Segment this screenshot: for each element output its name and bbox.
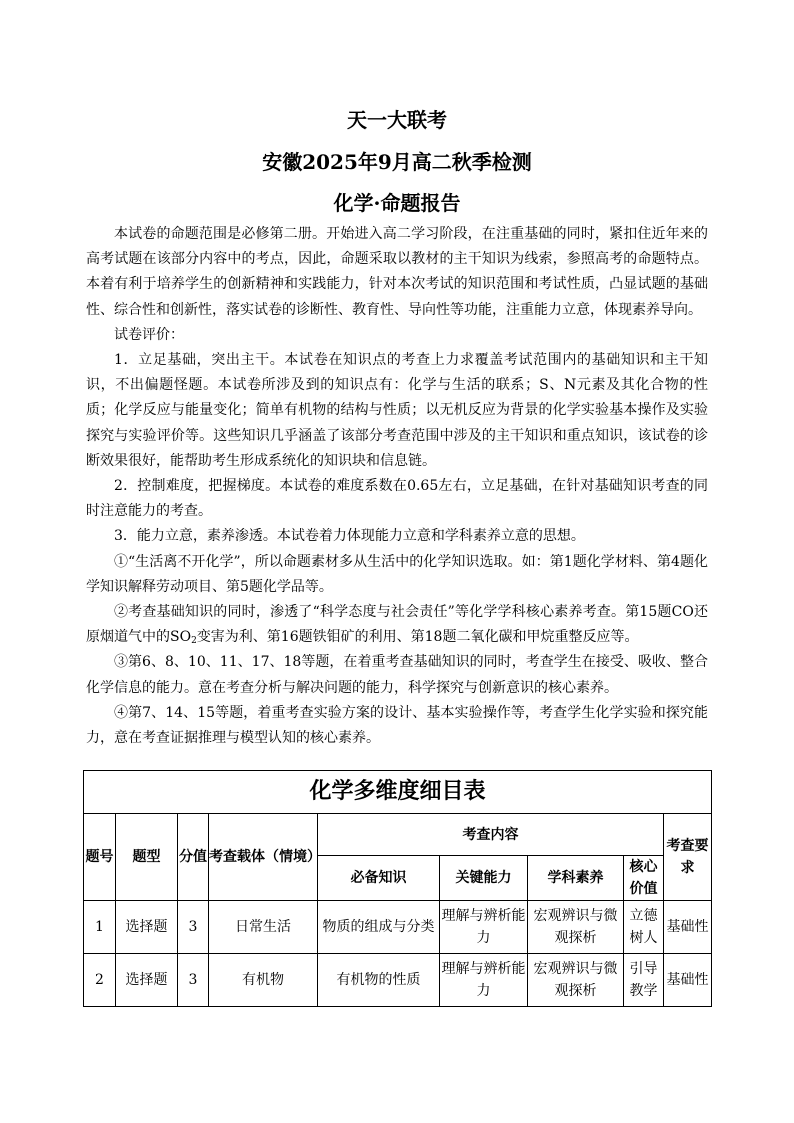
header-literacy: 学科素养 — [528, 856, 624, 901]
circle-4-paragraph: ④第7、14、15等题，着重考查实验方案的设计、基本实验操作等，考查学生化学实验和探究能力，意在考查证据推理与模型认知的核心素养。 — [86, 704, 708, 747]
so2-subscript: 2 — [191, 636, 197, 647]
cell-value: 立德树人 — [624, 901, 664, 954]
circle-3-paragraph: ③第6、8、10、11、17、18等题，在着重考查基础知识的同时，考查学生在接受、吸收、整合化学信息的能力。意在考查分析与解决问题的能力，科学探究与创新意识的核心素养。 — [86, 654, 708, 696]
cell-literacy: 宏观辨识与微观探析 — [528, 954, 624, 1007]
header-requirement: 考查要求 — [664, 814, 712, 901]
header-content: 考查内容 — [318, 814, 664, 856]
evaluation-heading: 试卷评价： — [114, 326, 184, 343]
header-type: 题型 — [116, 814, 178, 901]
cell-requirement: 基础性 — [664, 901, 712, 954]
cell-knowledge: 有机物的性质 — [318, 954, 440, 1007]
cell-knowledge: 物质的组成与分类 — [318, 901, 440, 954]
circle-1-paragraph: ①“生活离不开化学”，所以命题素材多从生活中的化学知识选取。如：第1题化学材料、第4题化学知识解释劳动项目、第5题化学品等。 — [86, 553, 708, 595]
header-score: 分值 — [178, 814, 209, 901]
report-body — [86, 222, 708, 751]
cell-carrier: 日常生活 — [209, 901, 318, 954]
cell-no: 1 — [84, 901, 116, 954]
table-row — [84, 901, 712, 954]
point-1-paragraph: 1．立足基础，突出主干。本试卷在知识点的考查上力求覆盖考试范围内的基础知识和主干知识，不出偏题怪题。本试卷所涉及到的知识点有：化学与生活的联系；S、N元素及其化合物的性质；化学反应与能量变化；简单有机物的结构与性质；以无机反应为背景的化学实验基本操作及实验探究与实验评价等。这些知识几乎涵盖了该部分考查范围中涉及的主干知识和重点知识，该试卷的诊断效果很好，能帮助考生形成系统化的知识块和信息链。 — [86, 352, 708, 469]
header-knowledge: 必备知识 — [318, 856, 440, 901]
header-no: 题号 — [84, 814, 116, 901]
cell-requirement: 基础性 — [664, 954, 712, 1007]
cell-type: 选择题 — [116, 954, 178, 1007]
exam-org-title: 天一大联考 — [347, 108, 447, 132]
cell-score: 3 — [178, 901, 209, 954]
detail-table — [83, 770, 712, 1007]
header-carrier: 考查载体（情境） — [209, 814, 318, 901]
cell-ability: 理解与辨析能力 — [440, 901, 528, 954]
cell-carrier: 有机物 — [209, 954, 318, 1007]
cell-ability: 理解与辨析能力 — [440, 954, 528, 1007]
table-row — [84, 954, 712, 1007]
cell-no: 2 — [84, 954, 116, 1007]
cell-value: 引导教学 — [624, 954, 664, 1007]
cell-score: 3 — [178, 954, 209, 1007]
point-2-paragraph: 2．控制难度，把握梯度。本试卷的难度系数在0.65左右，立足基础，在针对基础知识考查的同时注意能力的考查。 — [86, 478, 708, 520]
point-3-paragraph: 3．能力立意，素养渗透。本试卷着力体现能力立意和学科素养立意的思想。 — [114, 528, 585, 545]
circle-2-paragraph — [86, 600, 708, 650]
exam-name-title: 安徽2025年9月高二秋季检测 — [262, 150, 532, 174]
table-title: 化学多维度细目表 — [84, 771, 712, 814]
cell-literacy: 宏观辨识与微观探析 — [528, 901, 624, 954]
header-value: 核心价值 — [624, 856, 664, 901]
circle-2-text-a: ②考查基础知识的同时，渗透了“科学态度与社会责任”等化学学科核心素养考查。第15题CO还原烟道气中的SO — [86, 604, 708, 646]
intro-paragraph: 本试卷的命题范围是必修第二册。开始进入高二学习阶段，在注重基础的同时，紧扣住近年来的高考试题在该部分内容中的考点，因此，命题采取以教材的主干知识为线索，参照高考的命题特点。本着有利于培养学生的创新精神和实践能力，针对本次考试的知识范围和考试性质，凸显试题的基础性、综合性和创新性，落实试卷的诊断性、教育性、导向性等功能，注重能力立意，体现素养导向。 — [86, 226, 708, 318]
cell-type: 选择题 — [116, 901, 178, 954]
header-ability: 关键能力 — [440, 856, 528, 901]
report-title: 化学·命题报告 — [333, 191, 461, 215]
circle-2-text-b: 变害为利、第16题铁钼矿的利用、第18题二氧化碳和甲烷重整反应等。 — [196, 629, 639, 646]
